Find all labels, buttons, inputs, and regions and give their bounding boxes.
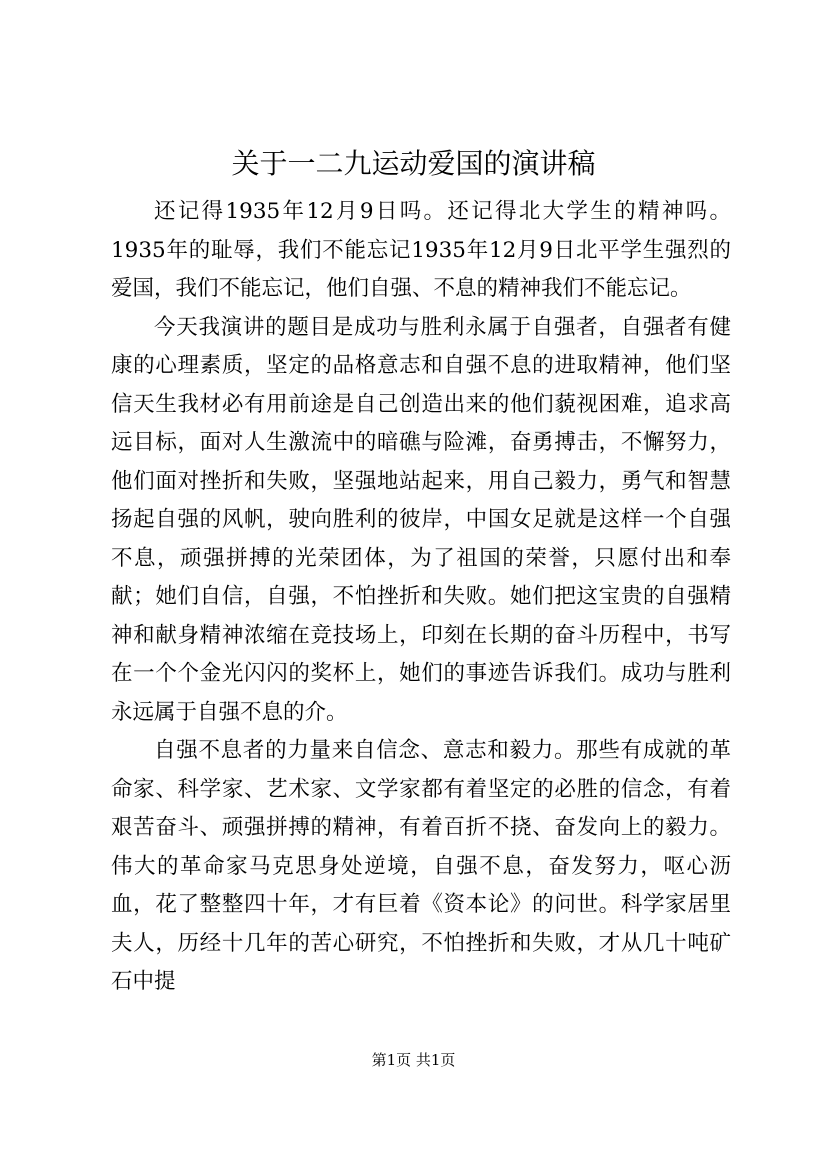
paragraph-2: 今天我演讲的题目是成功与胜利永属于自强者，自强者有健康的心理素质，坚定的品格意志和自强不息的进取精神，他们坚信天生我材必有用前途是自己创造出来的他们藐视困难，追求高远目标，面对人生激流中的暗礁与险滩，奋勇搏击，不懈努力，他们面对挫折和失败，坚强地站起来，用自己毅力，勇气和智慧扬起自强的风帆，驶向胜利的彼岸，中国女足就是这样一个自强不息，顽强拼搏的光荣团体，为了祖国的荣誉，只愿付出和奉献；她们自信，自强，不怕挫折和失败。她们把这宝贵的自强精神和献身精神浓缩在竞技场上，印刻在长期的奋斗历程中，书写在一个个金光闪闪的奖杯上，她们的事迹告诉我们。成功与胜利永远属于自强不息的介。 xyxy=(111,314,731,725)
document-title: 关于一二九运动爱国的演讲稿 xyxy=(231,147,596,180)
document-body xyxy=(111,193,731,1002)
paragraph-1: 还记得1935年12月9日吗。还记得北大学生的精神吗。1935年的耻辱，我们不能忘记1935年12月9日北平学生强烈的爱国，我们不能忘记，他们自强、不息的精神我们不能忘记。 xyxy=(111,199,731,301)
paragraph-3: 自强不息者的力量来自信念、意志和毅力。那些有成就的革命家、科学家、艺术家、文学家都有着坚定的必胜的信念，有着艰苦奋斗、顽强拼搏的精神，有着百折不挠、奋发向上的毅力。伟大的革命家马克思身处逆境，自强不息，奋发努力，呕心沥血，花了整整四十年，才有巨着《资本论》的问世。科学家居里夫人，历经十几年的苦心研究，不怕挫折和失败，才从几十吨矿石中提 xyxy=(111,738,731,994)
page-number-footer: 第1页 共1页 xyxy=(371,1051,456,1069)
